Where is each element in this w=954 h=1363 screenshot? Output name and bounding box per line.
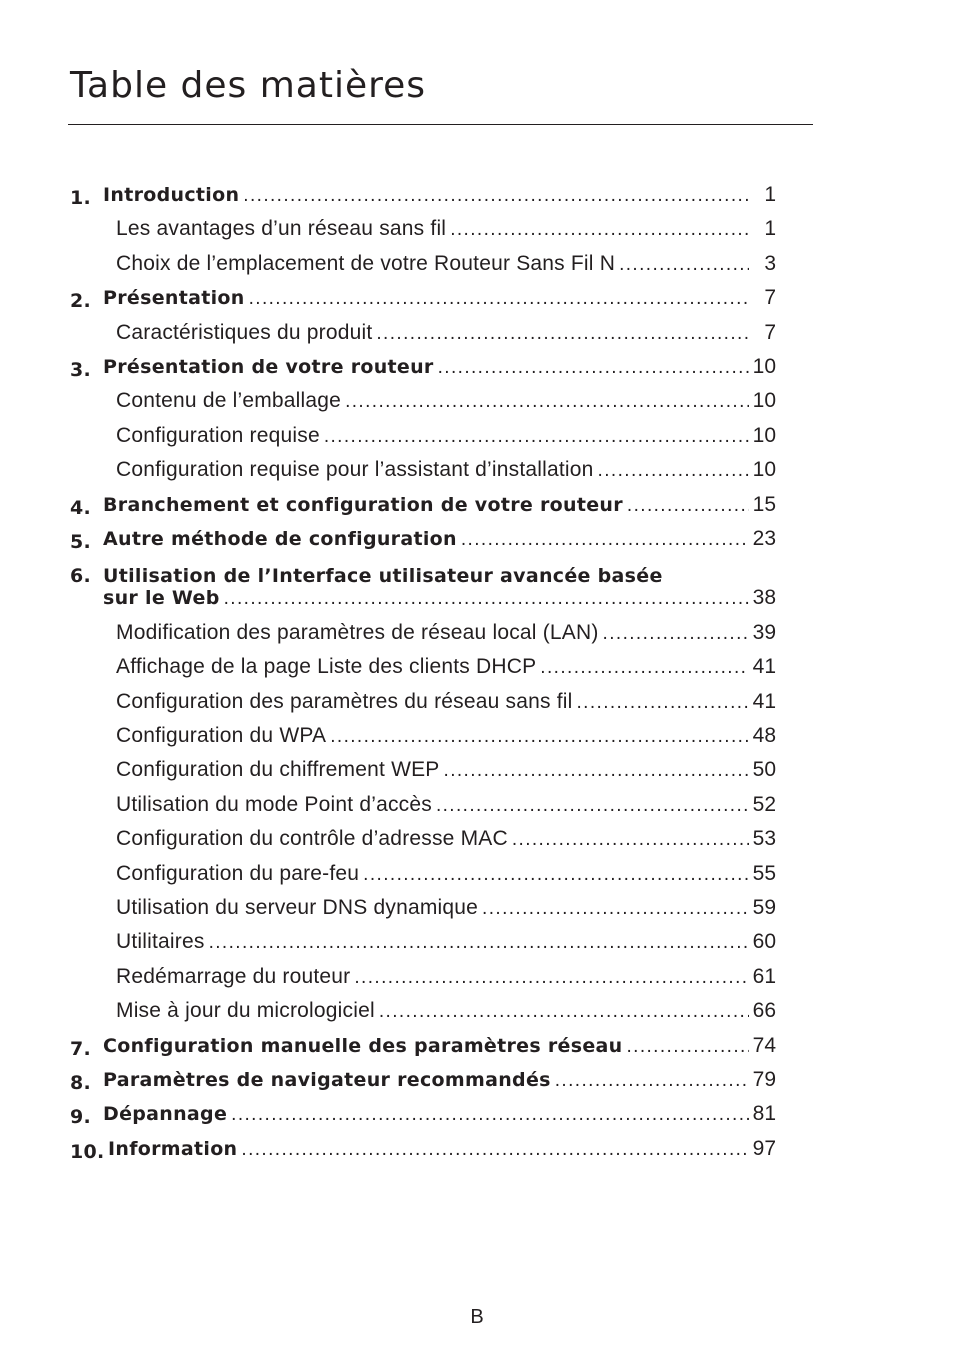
- toc-label: Modification des paramètres de réseau local (LAN): [116, 620, 599, 644]
- dot-leader: [619, 254, 749, 276]
- toc-page-number: 53: [752, 827, 776, 851]
- toc-label: Choix de l’emplacement de votre Routeur Sans Fil N: [116, 251, 616, 275]
- toc-label: Les avantages d’un réseau sans fil: [116, 217, 447, 241]
- dot-leader: [627, 495, 749, 517]
- toc-page-number: 10: [752, 355, 776, 378]
- toc-subsection[interactable]: [0, 690, 954, 724]
- toc-subsection[interactable]: [0, 862, 954, 896]
- toc-subsection[interactable]: [0, 321, 954, 355]
- toc-section-number: 10.: [70, 1140, 105, 1163]
- dot-leader: [576, 692, 749, 714]
- dot-leader: [461, 529, 749, 551]
- toc-label: Utilitaires: [116, 930, 205, 954]
- toc-label: Autre méthode de configuration: [103, 528, 457, 550]
- toc-page-number: 10: [752, 389, 776, 413]
- toc-section[interactable]: [0, 355, 954, 389]
- dot-leader: [438, 357, 749, 379]
- dot-leader: [243, 185, 749, 207]
- toc-page-number: 50: [752, 758, 776, 782]
- toc-page-number: 81: [752, 1102, 776, 1126]
- toc-subsection[interactable]: [0, 793, 954, 827]
- dot-leader: [249, 288, 749, 310]
- toc-section[interactable]: [0, 1034, 954, 1068]
- toc-subsection[interactable]: [0, 252, 954, 286]
- toc-page-number: 41: [752, 689, 776, 713]
- toc-subsection[interactable]: [0, 217, 954, 251]
- toc-page-number: 66: [752, 999, 776, 1023]
- toc-page-number: 61: [752, 964, 776, 988]
- toc-label: Configuration du WPA: [116, 724, 327, 747]
- toc-page-number: 38: [752, 586, 776, 610]
- toc-subsection[interactable]: [0, 965, 954, 999]
- toc-section[interactable]: [0, 183, 954, 217]
- toc-label: Information: [108, 1137, 238, 1160]
- toc-label: Configuration du pare-feu: [116, 861, 360, 885]
- toc-label: Configuration du chiffrement WEP: [116, 758, 440, 782]
- dot-leader: [444, 760, 749, 782]
- dot-leader: [354, 967, 749, 989]
- dot-leader: [224, 588, 749, 610]
- toc-label: Configuration requise: [116, 423, 320, 447]
- toc-section[interactable]: [0, 493, 954, 527]
- toc-label: Configuration requise pour l’assistant d’installation: [116, 458, 594, 482]
- dot-leader: [555, 1070, 749, 1092]
- toc-section[interactable]: [0, 1068, 954, 1102]
- toc-label: Mise à jour du micrologiciel: [116, 999, 375, 1023]
- dot-leader: [512, 829, 749, 851]
- toc-label: Dépannage: [103, 1103, 228, 1126]
- toc-page-number: 1: [764, 217, 776, 241]
- toc-section[interactable]: [0, 1102, 954, 1136]
- toc-subsection[interactable]: [0, 999, 954, 1033]
- toc-subsection[interactable]: [0, 930, 954, 964]
- dot-leader: [376, 323, 749, 345]
- toc-label: Introduction: [103, 184, 240, 206]
- toc-section[interactable]: [0, 286, 954, 320]
- toc-label: Branchement et configuration de votre routeur: [103, 493, 623, 516]
- dot-leader: [379, 1001, 749, 1023]
- toc-label: Utilisation du serveur DNS dynamique: [116, 896, 479, 919]
- dot-leader: [450, 219, 749, 241]
- toc-label: Caractéristiques du produit: [116, 320, 373, 344]
- toc-page-number: 39: [752, 620, 776, 644]
- toc-subsection[interactable]: [0, 827, 954, 861]
- toc-subsection[interactable]: [0, 758, 954, 792]
- toc-label: Utilisation du mode Point d’accès: [116, 792, 432, 816]
- toc-page-number: 7: [764, 286, 776, 310]
- toc-label: Configuration du contrôle d’adresse MAC: [116, 827, 508, 851]
- toc-label: Redémarrage du routeur: [116, 964, 351, 988]
- toc-label: Paramètres de navigateur recommandés: [103, 1069, 551, 1091]
- dot-leader: [603, 623, 749, 645]
- toc-section-number: 7.: [70, 1037, 92, 1060]
- toc-page-number: 41: [752, 655, 776, 679]
- toc-page-number: 48: [752, 724, 776, 747]
- toc-page-number: 55: [752, 861, 776, 885]
- toc-subsection[interactable]: [0, 896, 954, 930]
- toc-page-number: 59: [752, 896, 776, 919]
- toc-section-number: 3.: [70, 359, 92, 381]
- toc-section[interactable]: [0, 561, 954, 621]
- toc-page-number: 74: [752, 1033, 776, 1057]
- toc-section-number: 8.: [70, 1072, 92, 1094]
- title-divider: [68, 124, 813, 125]
- toc-label: Présentation de votre routeur: [103, 356, 434, 378]
- dot-leader: [363, 864, 749, 886]
- toc-subsection[interactable]: [0, 458, 954, 492]
- dot-leader: [626, 1036, 749, 1058]
- dot-leader: [324, 426, 749, 448]
- toc-page-number: 1: [764, 183, 776, 206]
- toc-subsection[interactable]: [0, 389, 954, 423]
- toc-subsection[interactable]: [0, 655, 954, 689]
- dot-leader: [540, 657, 749, 679]
- toc-section[interactable]: [0, 1137, 954, 1171]
- toc-subsection[interactable]: [0, 424, 954, 458]
- toc-page-number: 79: [752, 1068, 776, 1091]
- toc-subsection[interactable]: [0, 724, 954, 758]
- toc-label: sur le Web: [103, 587, 220, 610]
- toc-page-number: 7: [764, 320, 776, 344]
- dot-leader: [598, 460, 749, 482]
- toc-page-number: 10: [752, 458, 776, 482]
- page-title: Table des matières: [70, 65, 427, 106]
- toc-section-number: 6.: [70, 565, 92, 588]
- toc-label: Présentation: [103, 287, 245, 310]
- toc-label: Configuration manuelle des paramètres réseau: [103, 1034, 623, 1057]
- toc-label: Affichage de la page Liste des clients DHCP: [116, 655, 537, 679]
- dot-leader: [345, 391, 749, 413]
- toc-page-number: 10: [752, 423, 776, 447]
- toc-page-number: 52: [752, 792, 776, 816]
- toc-label: Contenu de l’emballage: [116, 389, 342, 413]
- dot-leader: [241, 1139, 749, 1161]
- toc-section-number: 5.: [70, 531, 92, 553]
- dot-leader: [330, 726, 749, 748]
- toc-label-line: Utilisation de l’Interface utilisateur avancée basée: [103, 565, 663, 588]
- toc-page-number: 60: [752, 930, 776, 954]
- toc-section-number: 1.: [70, 187, 92, 209]
- dot-leader: [231, 1104, 749, 1126]
- toc-subsection[interactable]: [0, 621, 954, 655]
- toc-page-number: 23: [752, 527, 776, 550]
- toc-page-number: 97: [752, 1136, 776, 1160]
- toc-page-number: 15: [752, 492, 776, 516]
- toc-section-number: 4.: [70, 496, 92, 519]
- dot-leader: [482, 898, 749, 920]
- toc-section[interactable]: [0, 527, 954, 561]
- dot-leader: [209, 932, 749, 954]
- toc-page-number: 3: [764, 251, 776, 275]
- toc-section-number: 9.: [70, 1106, 92, 1129]
- toc-section-number: 2.: [70, 290, 92, 313]
- dot-leader: [436, 795, 749, 817]
- page-number: B: [470, 1306, 484, 1328]
- toc-label: Configuration des paramètres du réseau sans fil: [116, 689, 573, 713]
